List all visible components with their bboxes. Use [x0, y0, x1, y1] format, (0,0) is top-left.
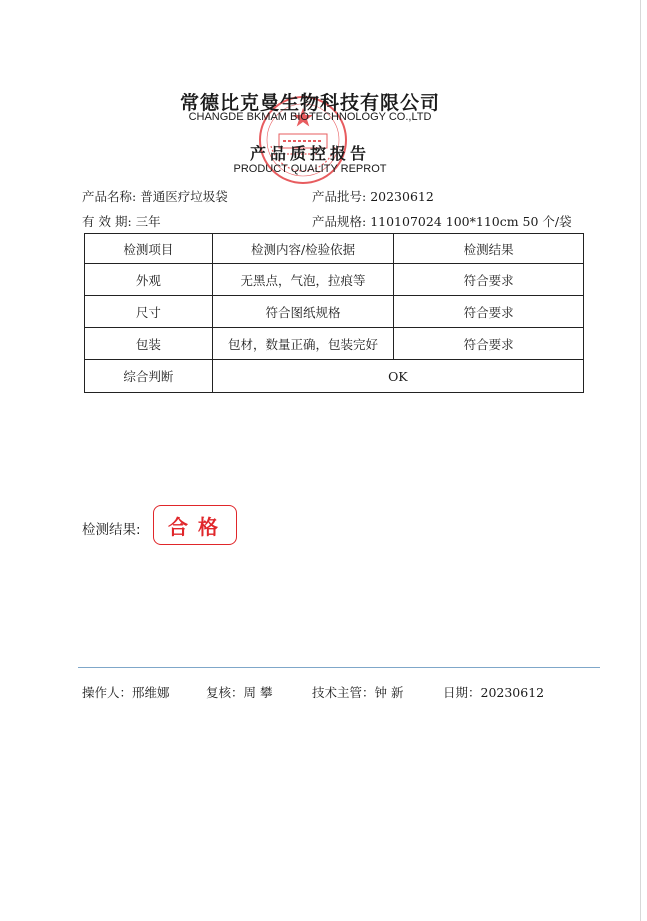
table-row [85, 264, 584, 296]
product-spec-label: 产品规格: [312, 214, 367, 229]
page-edge [640, 0, 641, 921]
table-cell: 符合图纸规格 [212, 296, 394, 328]
shelf-life-label: 有 效 期: [82, 214, 132, 229]
product-batch [312, 187, 434, 205]
table-cell: 包材，数量正确，包装完好 [212, 328, 394, 360]
report-title-cn: 产品质控报告 [249, 144, 370, 163]
table-cell: 尺寸 [85, 296, 213, 328]
product-name-label: 产品名称: [82, 189, 137, 204]
product-batch-value: 20230612 [370, 189, 434, 204]
table-cell: 符合要求 [394, 264, 584, 296]
operator: 操作人：邢维娜 [82, 685, 170, 700]
reviewer: 复核：周 攀 [206, 685, 273, 700]
report-title-en: PRODUCT QUALITY REPROT [233, 163, 387, 175]
inspection-table [84, 233, 584, 393]
table-cell: 无黑点，气泡，拉痕等 [212, 264, 394, 296]
product-spec-value: 110107024 100*110cm 50 个/袋 [370, 214, 572, 229]
result-label: 检测结果: [82, 522, 141, 538]
shelf-life [82, 212, 161, 230]
footer-divider [78, 667, 600, 668]
table-header-row [85, 234, 584, 264]
product-name-value: 普通医疗垃圾袋 [140, 189, 228, 204]
company-name-cn: 常德比克曼生物科技有限公司 [179, 92, 440, 114]
table-header-cell: 检测项目 [85, 234, 213, 264]
table-cell: 符合要求 [394, 296, 584, 328]
summary-label-cell: 综合判断 [85, 360, 213, 393]
summary-value-cell: OK [212, 360, 583, 393]
report-date: 日期：20230612 [443, 685, 545, 700]
technical-supervisor: 技术主管：钟 新 [312, 685, 404, 700]
table-row [85, 328, 584, 360]
table-cell: 外观 [85, 264, 213, 296]
product-batch-label: 产品批号: [312, 189, 367, 204]
product-name [82, 187, 228, 205]
table-cell: 包装 [85, 328, 213, 360]
table-cell: 符合要求 [394, 328, 584, 360]
table-header-cell: 检测结果 [394, 234, 584, 264]
table-header-cell: 检测内容/检验依据 [212, 234, 394, 264]
table-summary-row [85, 360, 584, 393]
company-name-en: CHANGDE BKMAM BIOTECHNOLOGY CO.,LTD [188, 111, 432, 123]
shelf-life-value: 三年 [135, 214, 161, 229]
table-row [85, 296, 584, 328]
pass-stamp: 合格 [153, 505, 237, 545]
product-spec [312, 212, 572, 230]
